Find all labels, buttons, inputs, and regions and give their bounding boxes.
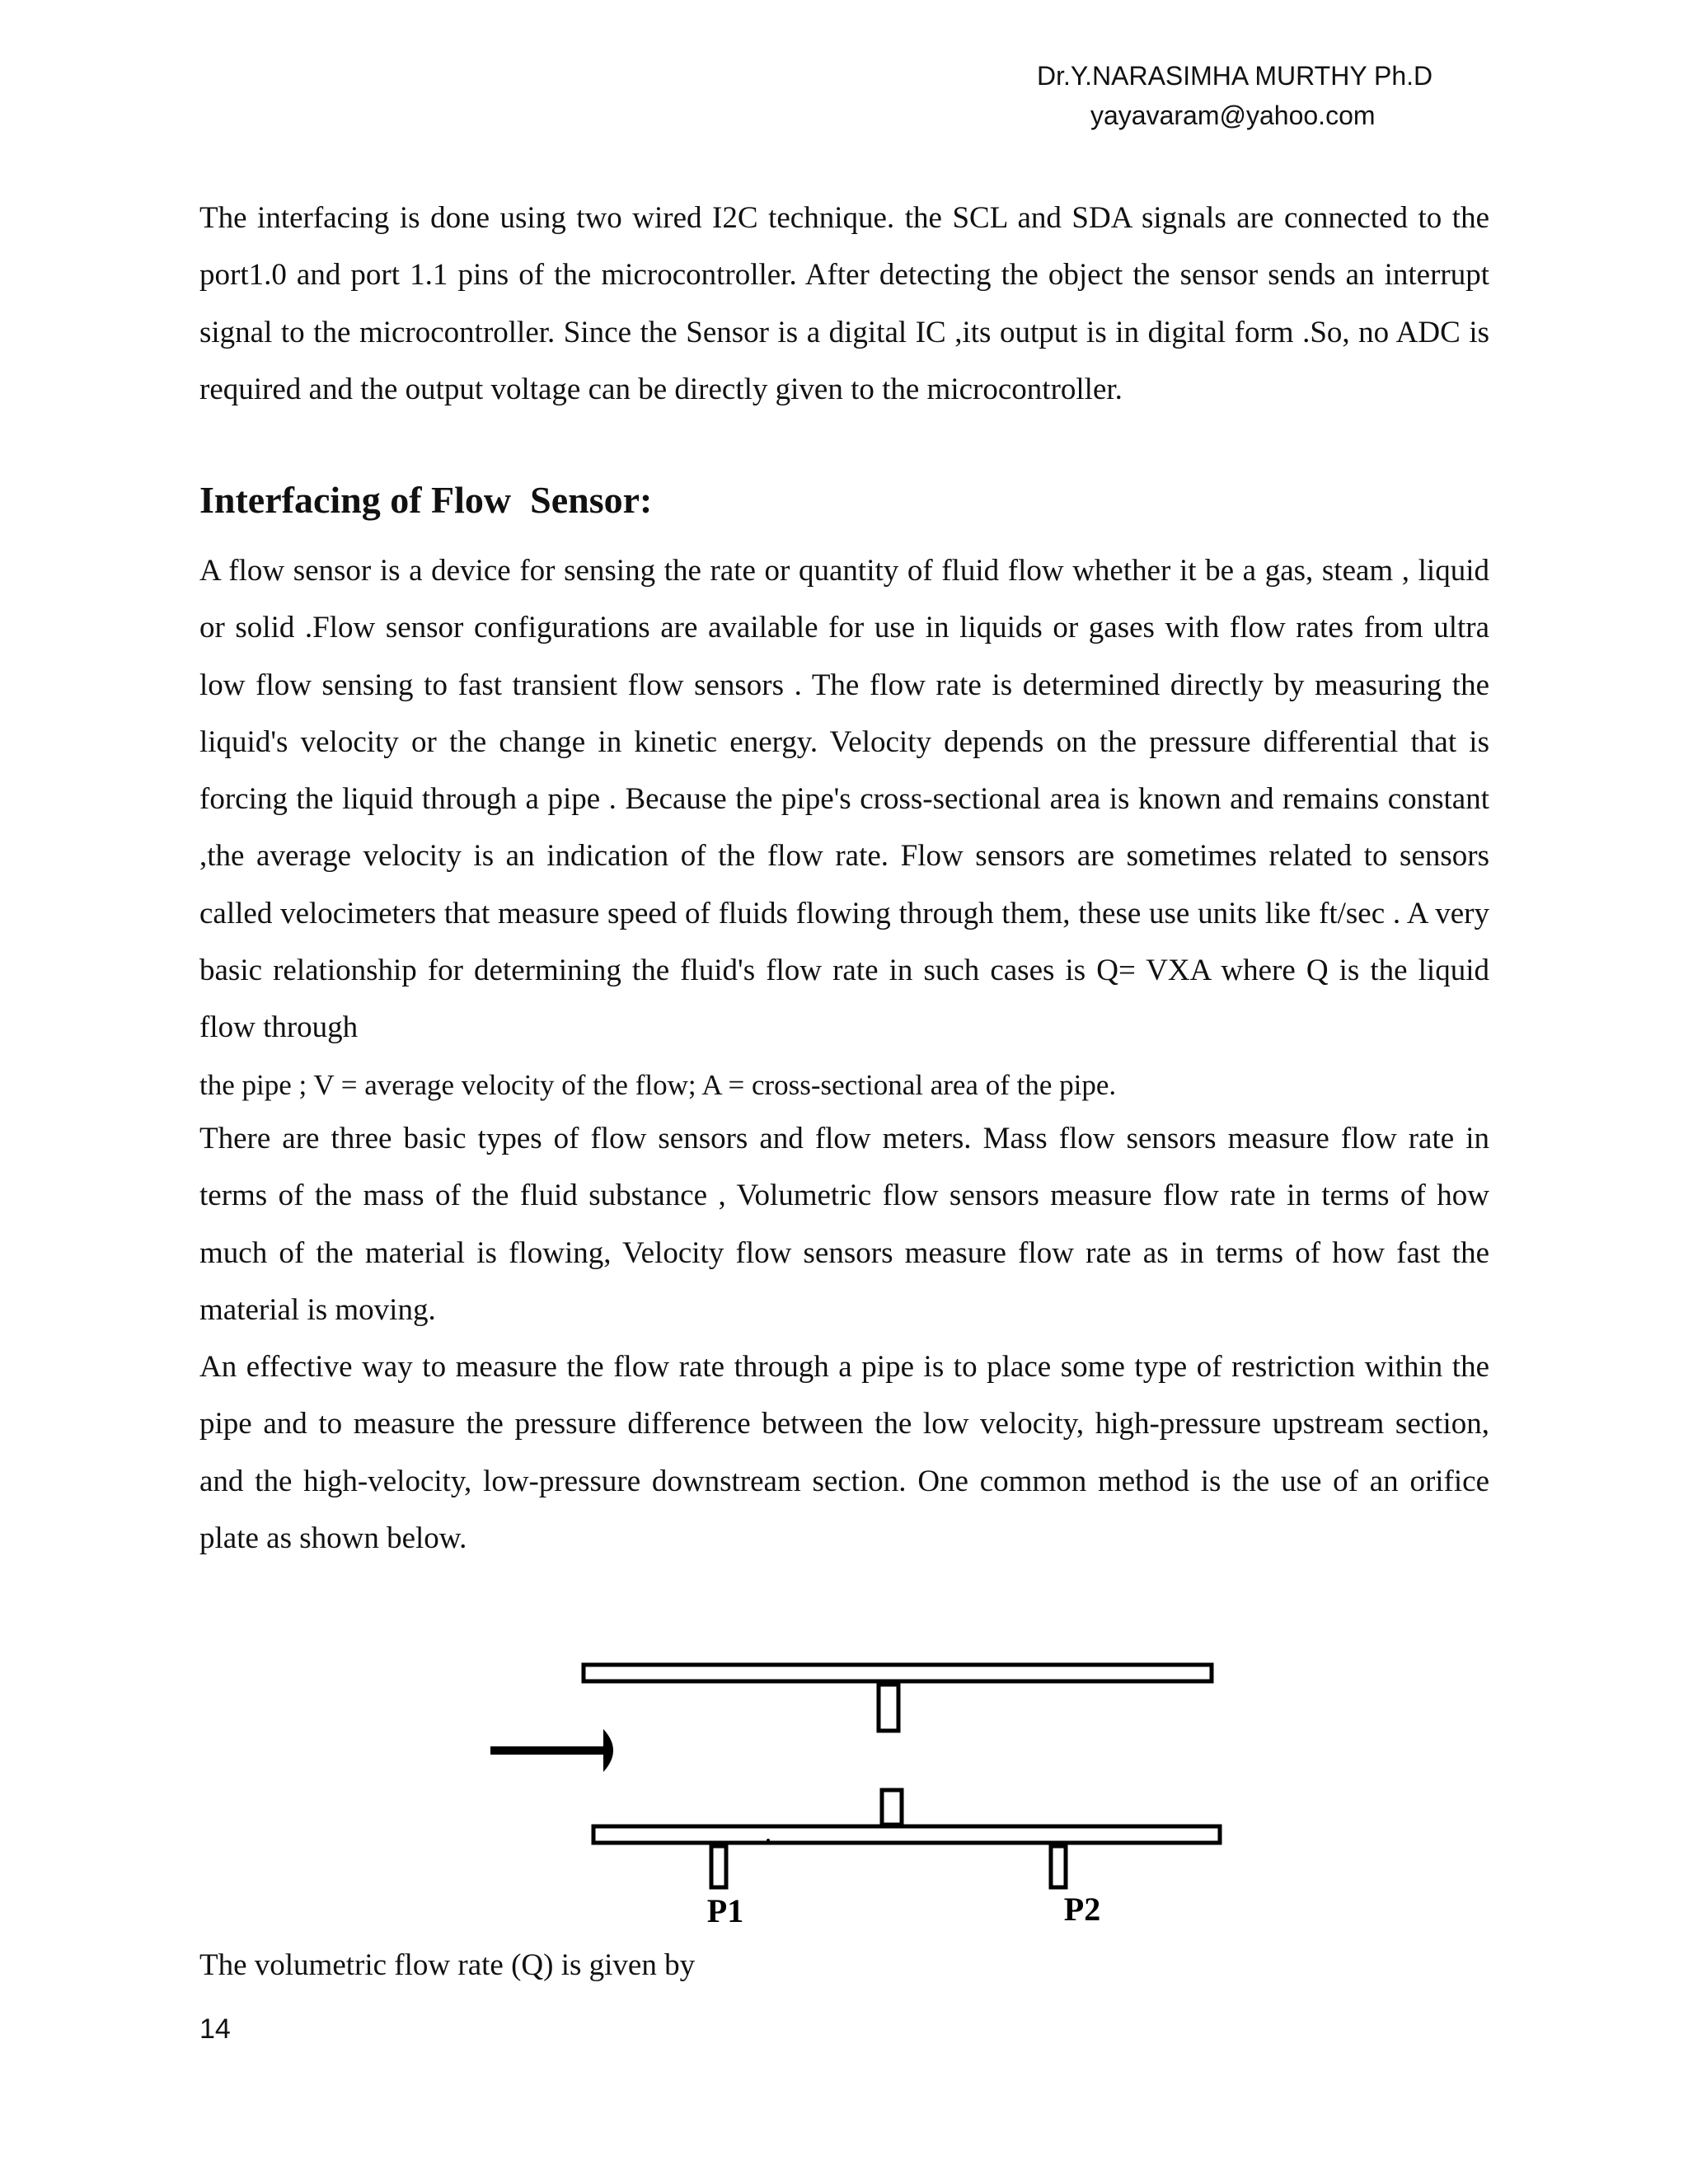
types-paragraph: There are three basic types of flow sensors and flow meters. Mass flow sensors measure flow rate in terms of the mass of the fluid substance , Volumetric flow sensors measure flow rate in terms of how much of the material is flowing, Velocity flow sensors measure flow rate as in terms of how fast the material is moving. [199,1122,1489,1327]
pressure-tap-p1 [711,1846,726,1887]
orifice-plate-diagram [478,1648,1261,1945]
volumetric-flow-sentence: The volumetric flow rate (Q) is given by [199,1948,696,1982]
intro-paragraph: The interfacing is done using two wired I2C technique. the SCL and SDA signals are connected to the port1.0 and port 1.1 pins of the microcontroller. After detecting the object the sensor sends an interrupt signal to the microcontroller. Since the Sensor is a digital IC ,its output is in digital form .So, no ADC is required and the output voltage can be directly given to the microcontroller. [199,201,1489,406]
flow-sensor-paragraph-block [199,542,1489,1113]
label-p1: P1 [706,1892,744,1929]
flow-sensor-intro-paragraph: A flow sensor is a device for sensing the rate or quantity of fluid flow whether it be a gas, steam , liquid or solid .Flow sensor configurations are available for use in liquids or gases with flow rates from ultra low flow sensing to fast transient flow sensors . The flow rate is determined directly by measuring the liquid's velocity or the change in kinetic energy. Velocity depends on the pressure differential that is forcing the liquid through a pipe . Because the pipe's cross-sectional area is known and remains constant ,the average velocity is an indication of the flow rate. Flow sensors are sometimes related to sensors called velocimeters that measure speed of fluids flowing through them, these use units like ft/sec . A very basic relationship for determining the fluid's flow rate in such cases is Q= VXA where Q is the liquid flow through [199,554,1489,1045]
flow-direction-arrow-icon [490,1729,613,1772]
orifice-paragraph-block [199,1338,1489,1567]
orifice-plate-bottom [882,1790,902,1825]
orifice-plate-figure [478,1648,1261,1945]
pipe-bottom-wall [593,1826,1220,1843]
label-p2: P2 [1063,1891,1101,1928]
orifice-plate-top [879,1685,898,1731]
document-header [973,56,1550,135]
flow-sensor-intro-tail: the pipe ; V = average velocity of the flow; A = cross-sectional area of the pipe. [199,1068,1117,1101]
orifice-paragraph: An effective way to measure the flow rate through a pipe is to place some type of restriction within the pipe and to measure the pressure difference between the low velocity, high-pressure upstream section, and the high-velocity, low-pressure downstream section. One common method is the use of an orifice plate as shown below. [199,1350,1489,1555]
author-email: yayavaram@yahoo.com [1090,101,1376,130]
pressure-tap-p2 [1051,1846,1066,1887]
pipe-top-wall [584,1665,1212,1681]
author-name: Dr.Y.NARASIMHA MURTHY Ph.D [1037,61,1433,91]
intro-paragraph-block [199,190,1489,418]
section-heading: Interfacing of Flow Sensor: [199,479,653,521]
types-paragraph-block [199,1110,1489,1338]
page-number: 14 [199,2013,231,2045]
